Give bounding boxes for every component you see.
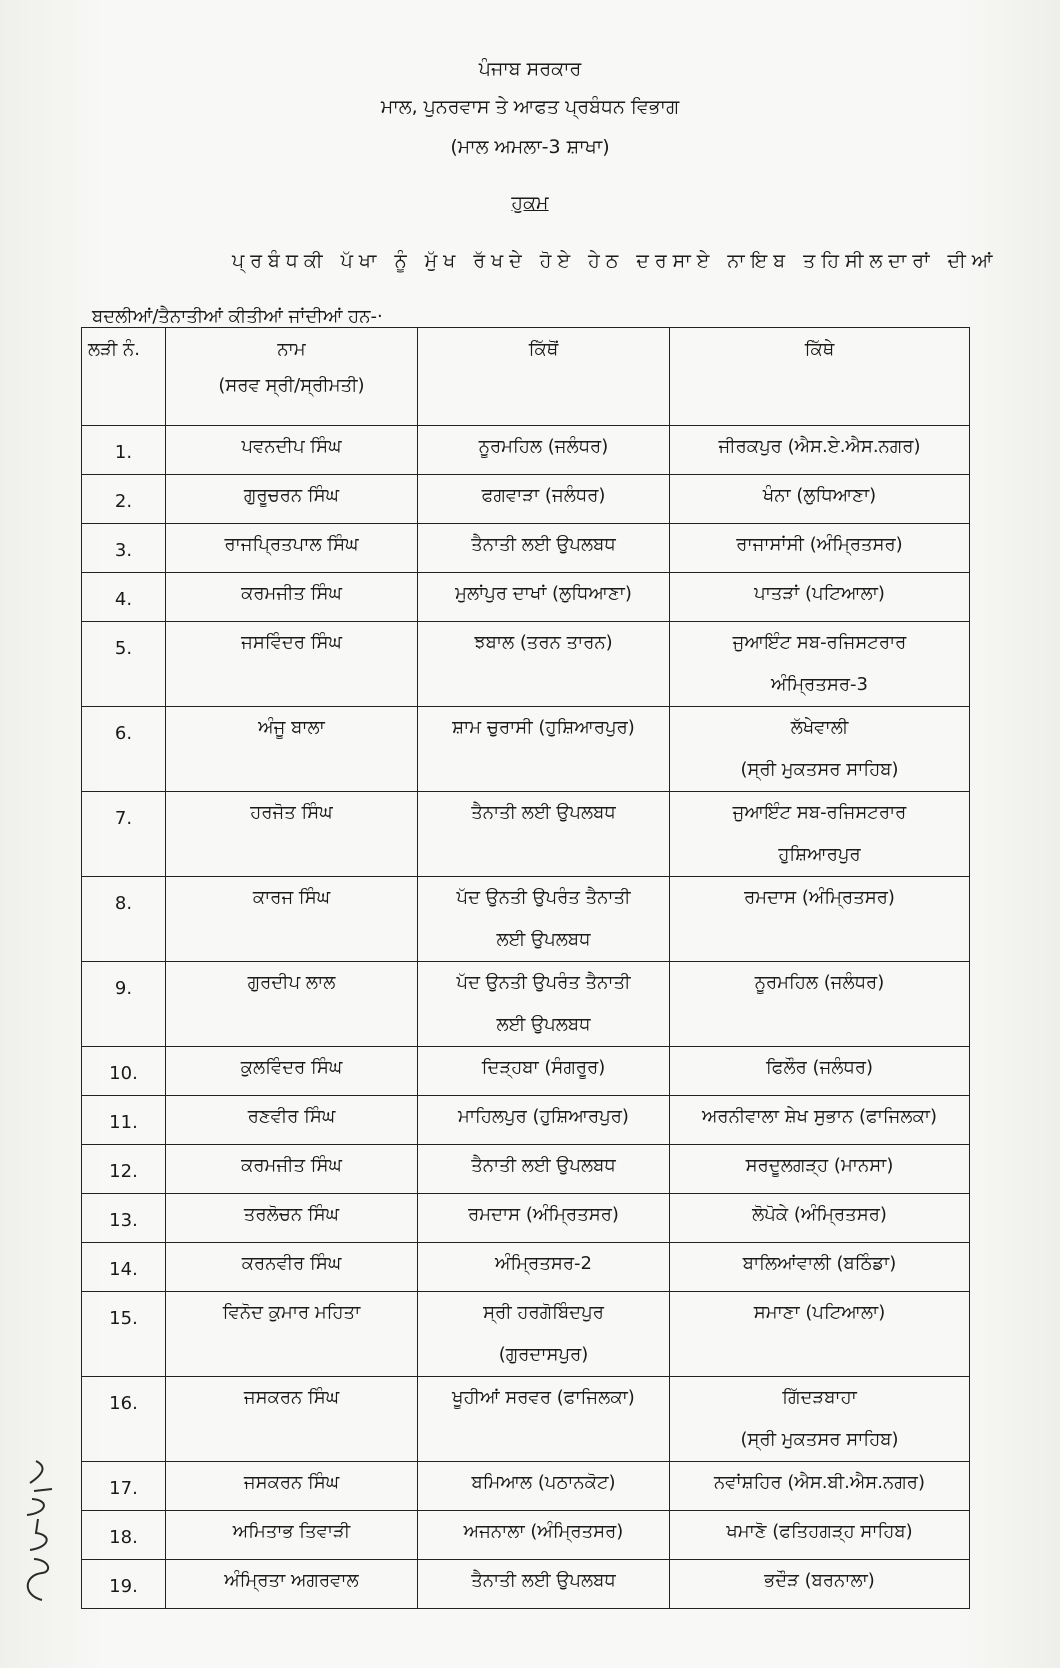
order-title: ਹੁਕਮ: [511, 192, 549, 214]
cell-to: [670, 1096, 970, 1145]
cell-from: [418, 1292, 670, 1377]
cell-serial-text: 19.: [109, 1576, 138, 1597]
table-row: [82, 1511, 970, 1560]
cell-name: [166, 1292, 418, 1377]
transfer-table: [81, 327, 970, 1609]
cell-from: [418, 1462, 670, 1511]
cell-name: [166, 792, 418, 877]
cell-serial: [82, 1243, 166, 1292]
cell-to-text: ਰਾਜਾਸਾਂਸੀ (ਅੰਮ੍ਰਿਤਸਰ): [736, 534, 903, 555]
cell-to: [670, 1377, 970, 1462]
cell-from-text: ਦਿੜ੍ਹਬਾ (ਸੰਗਰੂਰ): [481, 1057, 606, 1078]
cell-to-text: ਪਾਤੜਾਂ (ਪਟਿਆਲਾ): [754, 583, 885, 604]
cell-name: [166, 1462, 418, 1511]
cell-to: [670, 792, 970, 877]
table-row: [82, 792, 970, 877]
cell-serial-text: 10.: [109, 1063, 138, 1084]
cell-name-text: ਜਸਵਿੰਦਰ ਸਿੰਘ: [241, 632, 342, 653]
cell-to-text: ਲੋਪੋਕੇ (ਅੰਮ੍ਰਿਤਸਰ): [752, 1204, 887, 1225]
header-name-sub: (ਸਰਵ ਸ੍ਰੀ/ਸ੍ਰੀਮਤੀ): [218, 375, 365, 396]
cell-serial: [82, 1377, 166, 1462]
cell-to: [670, 426, 970, 475]
cell-name-text: ਵਿਨੋਦ ਕੁਮਾਰ ਮਹਿਤਾ: [222, 1302, 361, 1323]
cell-from-text: ਫਗਵਾੜਾ (ਜਲੰਧਰ): [481, 485, 606, 506]
cell-from: [418, 524, 670, 573]
cell-to-text: ਜੁਆਇੰਟ ਸਬ-ਰਜਿਸਟਰਾਰ: [732, 802, 907, 823]
cell-serial-text: 13.: [109, 1210, 138, 1231]
cell-from: [418, 1194, 670, 1243]
table-header-row: [82, 328, 970, 426]
table-row: [82, 707, 970, 792]
cell-from-text: ਸ੍ਰੀ ਹਰਗੋਬਿੰਦਪੁਰ: [483, 1302, 604, 1323]
cell-from-text: ਮੁਲਾਂਪੁਰ ਦਾਖਾਂ (ਲੁਧਿਆਣਾ): [455, 583, 632, 604]
table-row: [82, 1243, 970, 1292]
cell-to: [670, 962, 970, 1047]
cell-name: [166, 1560, 418, 1609]
cell-from: [418, 1047, 670, 1096]
header-name: [166, 328, 418, 426]
cell-from-text: ਨੂਰਮਹਿਲ (ਜਲੰਧਰ): [478, 436, 609, 457]
cell-name: [166, 1145, 418, 1194]
cell-from: [418, 573, 670, 622]
cell-from: [418, 1377, 670, 1462]
cell-to-text: ਭਦੌੜ (ਬਰਨਾਲਾ): [764, 1570, 875, 1591]
cell-name: [166, 1511, 418, 1560]
cell-name-text: ਰਾਜਪ੍ਰਿਤਪਾਲ ਸਿੰਘ: [224, 534, 359, 555]
cell-to-text: ਅਰਨੀਵਾਲਾ ਸ਼ੇਖ ਸੁਭਾਨ (ਫਾਜਿਲਕਾ): [701, 1106, 938, 1127]
cell-name-text: ਕਾਰਜ ਸਿੰਘ: [252, 887, 331, 908]
cell-serial: [82, 1047, 166, 1096]
cell-serial: [82, 573, 166, 622]
header-serial: ਲੜੀ ਨੰ.: [82, 328, 166, 426]
table-row: [82, 1462, 970, 1511]
cell-to-text: ਅੰਮ੍ਰਿਤਸਰ-3: [771, 674, 868, 695]
table-row: [82, 524, 970, 573]
cell-name: [166, 1096, 418, 1145]
cell-serial: [82, 1145, 166, 1194]
cell-serial-text: 3.: [114, 540, 133, 561]
cell-from-text: ਅੰਮ੍ਰਿਤਸਰ-2: [495, 1253, 592, 1274]
cell-to-text: (ਸ੍ਰੀ ਮੁਕਤਸਰ ਸਾਹਿਬ): [740, 1429, 899, 1450]
cell-serial: [82, 475, 166, 524]
cell-to-text: (ਸ੍ਰੀ ਮੁਕਤਸਰ ਸਾਹਿਬ): [740, 759, 899, 780]
cell-name: [166, 962, 418, 1047]
table-row: [82, 1194, 970, 1243]
cell-to-text: ਖੰਨਾ (ਲੁਧਿਆਣਾ): [762, 485, 877, 506]
cell-from-text: ਤੈਨਾਤੀ ਲਈ ਉਪਲਬਧ: [471, 1570, 616, 1591]
cell-to: [670, 1145, 970, 1194]
cell-serial: [82, 1560, 166, 1609]
handwritten-signature: [12, 1455, 62, 1605]
cell-from-text: ਸ਼ਾਮ ਚੁਰਾਸੀ (ਹੁਸ਼ਿਆਰਪੁਰ): [452, 717, 635, 738]
cell-from-text: ਤੈਨਾਤੀ ਲਈ ਉਪਲਬਧ: [471, 1155, 616, 1176]
cell-name-text: ਜਸਕਰਨ ਸਿੰਘ: [243, 1387, 340, 1408]
cell-to-text: ਬਾਲਿਆਂਵਾਲੀ (ਬਠਿੰਡਾ): [742, 1253, 897, 1274]
government-heading: ਪੰਜਾਬ ਸਰਕਾਰ: [478, 58, 582, 80]
cell-to-text: ਲੱਖੇਵਾਲੀ: [790, 717, 849, 738]
cell-serial-text: 15.: [109, 1308, 138, 1329]
cell-to: [670, 475, 970, 524]
cell-to: [670, 573, 970, 622]
cell-from-text: ਮਾਹਿਲਪੁਰ (ਹੁਸ਼ਿਆਰਪੁਰ): [458, 1106, 629, 1127]
cell-serial-text: 17.: [109, 1478, 138, 1499]
cell-serial: [82, 1194, 166, 1243]
cell-from-text: ਪੱਦ ਉਨਤੀ ਉਪਰੰਤ ਤੈਨਾਤੀ: [456, 972, 631, 993]
cell-from: [418, 707, 670, 792]
table-row: [82, 475, 970, 524]
table-body: [82, 426, 970, 1609]
header-from: ਕਿੱਥੋਂ: [418, 328, 670, 426]
table-row: [82, 1377, 970, 1462]
intro-line-1: ਪ੍ਰਬੰਧਕੀ ਪੱਖਾ ਨੂੰ ਮੁੱਖ ਰੱਖਦੇ ਹੋਏ ਹੇਠ ਦਰਸਾਏ ਨਾਇਬ ਤਹਿਸੀਲਦਾਰਾਂ ਦੀਆਂ: [232, 250, 999, 272]
cell-serial-text: 9.: [114, 978, 133, 999]
cell-serial-text: 5.: [114, 638, 133, 659]
cell-from-text: ਲਈ ਉਪਲਬਧ: [496, 1014, 591, 1035]
cell-serial-text: 4.: [114, 589, 133, 610]
cell-serial-text: 1.: [114, 442, 133, 463]
cell-from: [418, 426, 670, 475]
cell-name-text: ਪਵਨਦੀਪ ਸਿੰਘ: [241, 436, 342, 457]
cell-name: [166, 426, 418, 475]
cell-serial: [82, 524, 166, 573]
cell-from-text: ਖੂਹੀਆਂ ਸਰਵਰ (ਫਾਜਿਲਕਾ): [452, 1387, 635, 1408]
cell-to: [670, 524, 970, 573]
cell-name-text: ਰਣਵੀਰ ਸਿੰਘ: [247, 1106, 336, 1127]
cell-name-text: ਅਮਿਤਾਭ ਤਿਵਾੜੀ: [232, 1521, 351, 1542]
cell-serial: [82, 622, 166, 707]
cell-serial-text: 18.: [109, 1527, 138, 1548]
cell-name-text: ਤਰਲੋਚਨ ਸਿੰਘ: [243, 1204, 340, 1225]
cell-name-text: ਅੰਜੂ ਬਾਲਾ: [258, 717, 325, 738]
cell-serial-text: 8.: [114, 893, 133, 914]
cell-serial: [82, 1462, 166, 1511]
cell-serial: [82, 877, 166, 962]
cell-to: [670, 1560, 970, 1609]
cell-serial-text: 12.: [109, 1161, 138, 1182]
cell-name-text: ਗੁਰੂਚਰਨ ਸਿੰਘ: [243, 485, 340, 506]
cell-to: [670, 1462, 970, 1511]
cell-from-text: ਅਜਨਾਲਾ (ਅੰਮ੍ਰਿਤਸਰ): [463, 1521, 624, 1542]
cell-to-text: ਜੁਆਇੰਟ ਸਬ-ਰਜਿਸਟਰਾਰ: [732, 632, 907, 653]
cell-to: [670, 622, 970, 707]
cell-from-text: ਤੈਨਾਤੀ ਲਈ ਉਪਲਬਧ: [471, 802, 616, 823]
cell-from: [418, 1145, 670, 1194]
cell-from-text: (ਗੁਰਦਾਸਪੁਰ): [498, 1344, 589, 1365]
cell-name-text: ਕੁਲਵਿੰਦਰ ਸਿੰਘ: [240, 1057, 343, 1078]
cell-name-text: ਜਸਕਰਨ ਸਿੰਘ: [243, 1472, 340, 1493]
table-row: [82, 1560, 970, 1609]
cell-from-text: ਰਮਦਾਸ (ਅੰਮ੍ਰਿਤਸਰ): [468, 1204, 619, 1225]
cell-serial-text: 7.: [114, 808, 133, 829]
cell-name: [166, 1243, 418, 1292]
cell-name: [166, 707, 418, 792]
cell-serial-text: 14.: [109, 1259, 138, 1280]
cell-to-text: ਸਰਦੂਲਗੜ੍ਹ (ਮਾਨਸਾ): [745, 1155, 894, 1176]
cell-to: [670, 707, 970, 792]
cell-to-text: ਸਮਾਣਾ (ਪਟਿਆਲਾ): [753, 1302, 886, 1323]
cell-serial-text: 2.: [114, 491, 133, 512]
department-heading: ਮਾਲ, ਪੁਨਰਵਾਸ ਤੇ ਆਫਤ ਪ੍ਰਬੰਧਨ ਵਿਭਾਗ: [380, 96, 680, 118]
cell-to-text: ਖਮਾਣੋ (ਫਤਿਹਗੜ੍ਹ ਸਾਹਿਬ): [726, 1521, 913, 1542]
cell-name-text: ਕਰਨਵੀਰ ਸਿੰਘ: [241, 1253, 342, 1274]
cell-name-text: ਕਰਮਜੀਤ ਸਿੰਘ: [241, 583, 342, 604]
cell-to-text: ਨਵਾਂਸ਼ਹਿਰ (ਐਸ.ਬੀ.ਐਸ.ਨਗਰ): [714, 1472, 925, 1493]
intro-line-2: ਬਦਲੀਆਂ/ਤੈਨਾਤੀਆਂ ਕੀਤੀਆਂ ਜਾਂਦੀਆਂ ਹਨ-·: [92, 306, 383, 327]
cell-serial: [82, 792, 166, 877]
cell-to: [670, 1511, 970, 1560]
cell-serial-text: 16.: [109, 1393, 138, 1414]
cell-to: [670, 877, 970, 962]
cell-serial: [82, 1292, 166, 1377]
cell-name-text: ਕਰਮਜੀਤ ਸਿੰਘ: [241, 1155, 342, 1176]
cell-name: [166, 622, 418, 707]
cell-to: [670, 1194, 970, 1243]
cell-serial: [82, 707, 166, 792]
cell-name: [166, 1047, 418, 1096]
cell-from: [418, 1096, 670, 1145]
cell-to: [670, 1243, 970, 1292]
cell-from-text: ਪੱਦ ਉਨਤੀ ਉਪਰੰਤ ਤੈਨਾਤੀ: [456, 887, 631, 908]
table-row: [82, 1047, 970, 1096]
cell-to-text: ਫਿਲੌਰ (ਜਲੰਧਰ): [765, 1057, 874, 1078]
cell-to: [670, 1292, 970, 1377]
cell-from: [418, 877, 670, 962]
cell-name: [166, 573, 418, 622]
cell-serial-text: 6.: [114, 723, 133, 744]
cell-to: [670, 1047, 970, 1096]
cell-from: [418, 1243, 670, 1292]
cell-name: [166, 524, 418, 573]
cell-name-text: ਗੁਰਦੀਪ ਲਾਲ: [247, 972, 336, 993]
table-row: [82, 1145, 970, 1194]
cell-from: [418, 622, 670, 707]
cell-from-text: ਲਈ ਉਪਲਬਧ: [496, 929, 591, 950]
cell-serial: [82, 1096, 166, 1145]
cell-name-text: ਹਰਜੋਤ ਸਿੰਘ: [250, 802, 333, 823]
cell-serial-text: 11.: [109, 1112, 138, 1133]
cell-name: [166, 1194, 418, 1243]
cell-name-text: ਅੰਮ੍ਰਿਤਾ ਅਗਰਵਾਲ: [224, 1570, 359, 1591]
cell-to-text: ਗਿੱਦੜਬਾਹਾ: [782, 1387, 857, 1408]
table-row: [82, 573, 970, 622]
table-row: [82, 622, 970, 707]
cell-from-text: ਤੈਨਾਤੀ ਲਈ ਉਪਲਬਧ: [471, 534, 616, 555]
cell-to-text: ਰਮਦਾਸ (ਅੰਮ੍ਰਿਤਸਰ): [744, 887, 895, 908]
header-name-label: ਨਾਮ: [277, 339, 306, 360]
table-row: [82, 1096, 970, 1145]
cell-from: [418, 475, 670, 524]
cell-name: [166, 1377, 418, 1462]
cell-from: [418, 962, 670, 1047]
cell-from-text: ਝਬਾਲ (ਤਰਨ ਤਾਰਨ): [474, 632, 613, 653]
cell-name: [166, 475, 418, 524]
cell-serial: [82, 1511, 166, 1560]
branch-heading: (ਮਾਲ ਅਮਲਾ-3 ਸ਼ਾਖਾ): [450, 136, 610, 158]
cell-from: [418, 1511, 670, 1560]
cell-from: [418, 792, 670, 877]
header-to: ਕਿੱਥੇ: [670, 328, 970, 426]
cell-from-text: ਬਮਿਆਲ (ਪਠਾਨਕੋਟ): [471, 1472, 616, 1493]
cell-from: [418, 1560, 670, 1609]
cell-to-text: ਨੂਰਮਹਿਲ (ਜਲੰਧਰ): [754, 972, 885, 993]
table-row: [82, 426, 970, 475]
cell-to-text: ਹੁਸ਼ਿਆਰਪੁਰ: [778, 844, 861, 865]
table-row: [82, 877, 970, 962]
cell-serial: [82, 962, 166, 1047]
cell-name: [166, 877, 418, 962]
table-row: [82, 1292, 970, 1377]
cell-to-text: ਜੀਰਕਪੁਰ (ਐਸ.ਏ.ਐਸ.ਨਗਰ): [718, 436, 921, 457]
table-row: [82, 962, 970, 1047]
cell-serial: [82, 426, 166, 475]
